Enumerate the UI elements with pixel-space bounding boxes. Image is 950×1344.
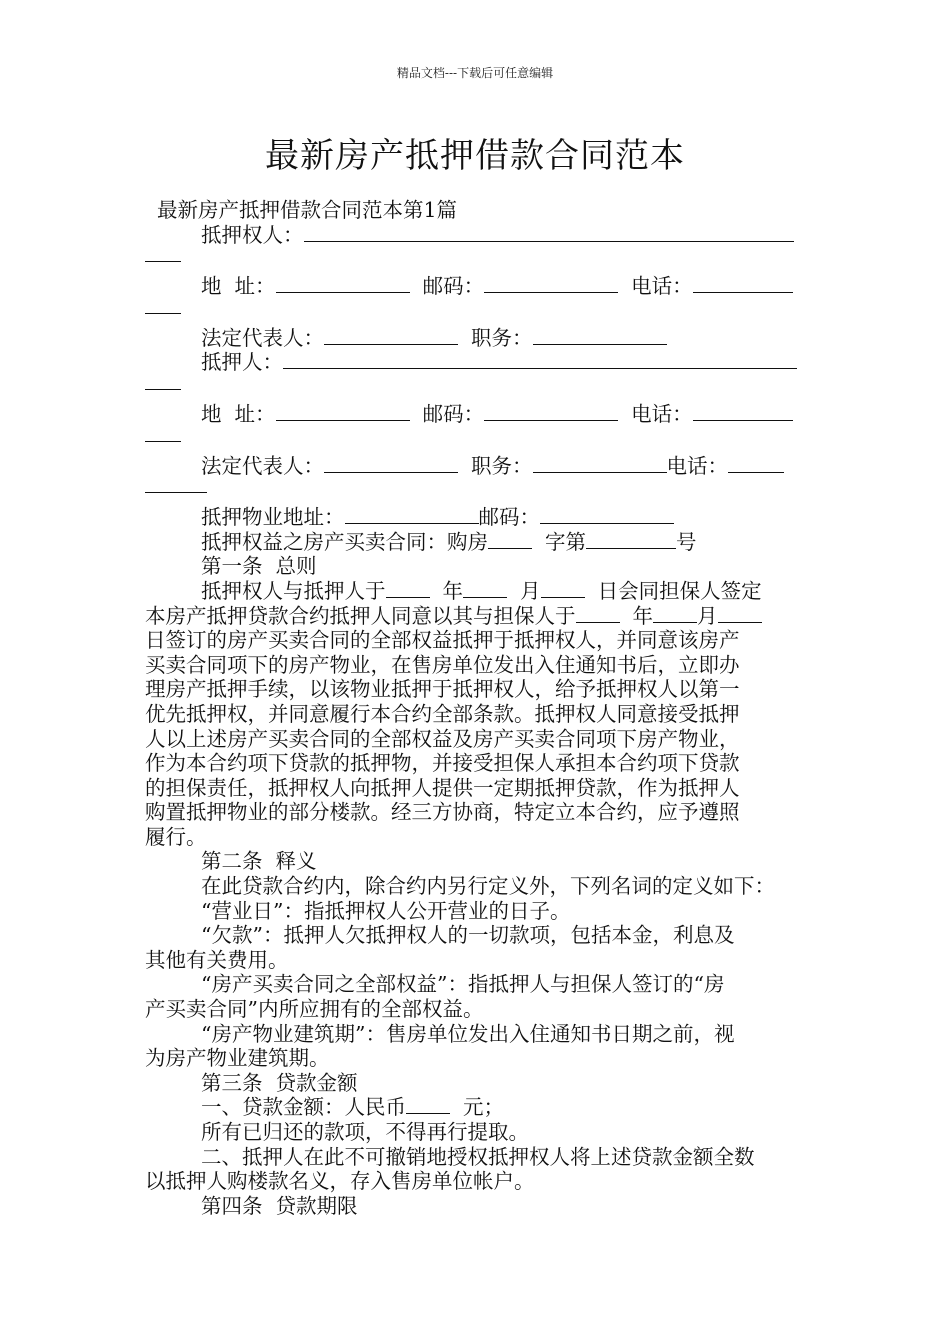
mortgagor-phone-label: 电话： [631,401,693,426]
text: 日会同担保人签定 [597,578,762,603]
article-3-heading: 第三条 贷款金额 [201,1070,358,1095]
mortgagor-line [145,350,807,375]
mortgagee-rep-blank[interactable] [324,327,458,345]
article-2-line: “房产物业建筑期”：售房单位发出入住通知书日期之前，视 [201,1021,735,1046]
text: 一、贷款金额：人民币 [201,1095,406,1120]
text: 月 [697,603,718,628]
property-zip-blank[interactable] [540,506,674,524]
article-2-line: 在此贷款合约内，除合约内另行定义外，下列名词的定义如下： [201,874,775,899]
article-3-line: 二、抵押人在此不可撤销地授权抵押权人将上述贷款金额全数 [201,1144,755,1169]
page-header: 精品文档---下载后可任意编辑 [396,66,554,80]
mortgagee-zip-label: 邮码： [422,274,485,299]
mortgagee-rep-label: 法定代表人： [201,325,324,350]
mortgagee-phone-label: 电话： [631,274,693,299]
property-address-line [145,505,807,530]
mortgagor-address-blank[interactable] [276,403,410,421]
article-1-line: 作为本合约项下贷款的抵押物，并接受担保人承担本合约项下贷款 [145,751,740,776]
mortgagee-line [145,223,807,248]
mortgagor-zip-label: 邮码： [422,401,485,426]
article-4-heading: 第四条 贷款期限 [201,1193,358,1218]
document-subtitle: 最新房产抵押借款合同范本第1篇 [157,198,458,222]
amount-blank[interactable] [406,1096,450,1114]
property-address-blank[interactable] [345,506,479,524]
text: 抵押权人与抵押人于 [201,578,386,603]
text: 年 [442,578,464,603]
day-blank[interactable] [541,580,585,598]
text: 月 [520,578,541,603]
month-blank[interactable] [653,605,697,623]
mortgagee-phone-blank[interactable] [693,275,793,293]
mortgagor-post-blank[interactable] [533,455,667,473]
mortgagor-rep-label: 法定代表人： [201,453,324,478]
article-1-line: 购置抵押物业的部分楼款。经三方协商，特定立本合约，应予遵照 [145,800,740,825]
document-body [145,198,807,1218]
contract-blank-1[interactable] [488,531,532,549]
property-zip-label: 邮码： [478,505,540,530]
text: 本房产抵押贷款合约抵押人同意以其与担保人于 [145,603,576,628]
contract-label: 抵押权益之房产买卖合同：购房 [201,529,488,554]
blank-continuation [145,247,181,262]
article-1-line: 买卖合同项下的房产物业，在售房单位发出入住通知书后，立即办 [145,652,740,677]
text: 元； [463,1095,505,1120]
contract-label-2: 字第 [545,529,587,554]
blank-continuation [145,478,207,493]
mortgagee-rep-line [145,326,807,351]
blank-continuation [145,299,181,314]
article-1-heading: 第一条 总则 [201,554,317,579]
article-3-line [145,1095,807,1120]
contract-label-3: 号 [676,529,697,554]
document-title: 最新房产抵押借款合同范本 [265,136,685,176]
contract-line [145,530,807,555]
blank-continuation [145,375,181,390]
article-1-line: 优先抵押权，并同意履行本合约全部条款。抵押权人同意接受抵押 [145,701,740,726]
mortgagee-post-blank[interactable] [533,327,667,345]
article-1-line: 人以上述房产买卖合同的全部权益及房产买卖合同项下房产物业， [145,726,740,751]
mortgagee-address-blank[interactable] [276,275,410,293]
year-blank[interactable] [576,605,620,623]
article-1-line: 的担保责任，抵押权人向抵押人提供一定期抵押贷款，作为抵押人 [145,775,740,800]
mortgagor-blank[interactable] [283,351,797,369]
article-2-line: 产买卖合同”内所应拥有的全部权益。 [145,997,484,1022]
article-1-line: 日签订的房产买卖合同的全部权益抵押于抵押权人，并同意该房产 [145,628,740,653]
mortgagor-zip-blank[interactable] [484,403,618,421]
article-1-line: 履行。 [145,824,207,849]
article-3-line: 所有已归还的款项，不得再行提取。 [201,1120,529,1144]
article-1-line [145,604,807,629]
mortgagor-rep-line [145,454,807,479]
year-blank[interactable] [386,580,430,598]
mortgagor-rep-blank[interactable] [324,455,458,473]
month-blank[interactable] [463,580,507,598]
mortgagor-label: 抵押人： [201,350,283,375]
article-2-line: 其他有关费用。 [145,947,289,972]
mortgagor-address-line [145,402,807,427]
article-2-line: “营业日”：指抵押权人公开营业的日子。 [201,898,571,923]
day-blank[interactable] [718,605,762,623]
blank-continuation [145,427,181,442]
mortgagee-label: 抵押权人： [201,222,304,247]
article-2-heading: 第二条 释义 [201,849,317,874]
property-address-label: 抵押物业地址： [201,505,345,530]
mortgagor-post-label: 职务： [471,453,533,478]
contract-blank-2[interactable] [586,531,676,549]
mortgagee-blank[interactable] [304,224,794,242]
mortgagee-post-label: 职务： [471,325,533,350]
mortgagee-zip-blank[interactable] [484,275,618,293]
article-1-line: 理房产抵押手续，以该物业抵押于抵押权人，给予抵押权人以第一 [145,677,740,702]
article-1-line [145,579,807,604]
mortgagee-address-line [145,274,807,299]
mortgagor-address-label: 地 址： [201,401,276,426]
mortgagor-phone2-blank[interactable] [728,455,784,473]
mortgagor-phone-blank[interactable] [693,403,793,421]
article-2-line: “房产买卖合同之全部权益”：指抵押人与担保人签订的“房 [201,972,725,997]
text: 年 [632,603,654,628]
article-2-line: 为房产物业建筑期。 [145,1046,330,1071]
mortgagee-address-label: 地 址： [201,274,276,299]
article-2-line: “欠款”：抵押人欠抵押权人的一切款项，包括本金，利息及 [201,923,735,948]
mortgagor-phone2-label: 电话： [666,453,729,478]
article-3-line: 以抵押人购楼款名义，存入售房单位帐户。 [145,1169,535,1194]
